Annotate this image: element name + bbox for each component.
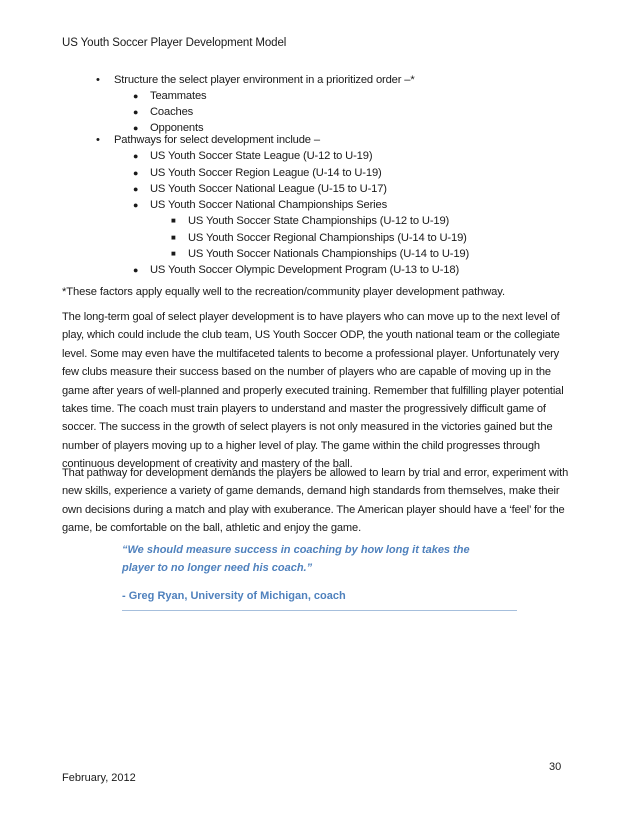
sub-list-item: ● US Youth Soccer National Championships Series [133,199,388,211]
footnote: *These factors apply equally well to the recreation/community player development pathway. [62,286,505,298]
list-item: • Structure the select player environment in a prioritized order –* [96,74,415,86]
sub-list-item: ● Teammates [133,90,207,102]
running-header: US Youth Soccer Player Development Model [62,37,287,49]
quote-divider [122,610,517,611]
sub-sub-list-item: ■ US Youth Soccer State Championships (U-12 to U-19) [171,215,450,227]
list-item: • Pathways for select development include – [96,134,320,146]
sub-list-item: ● US Youth Soccer Olympic Development Program (U-13 to U-18) [133,264,460,276]
bullet-dot-icon: ● [133,168,139,178]
bullet-dot-icon: ● [133,265,139,275]
sub-sub-list-item: ■ US Youth Soccer Regional Championships (U-14 to U-19) [171,232,467,244]
quote-attribution: - Greg Ryan, University of Michigan, coach [122,590,346,602]
bullet-dot-icon: ● [133,184,139,194]
footer-date: February, 2012 [62,772,136,784]
sub-list-item: ● US Youth Soccer National League (U-15 to U-17) [133,183,387,195]
bullet-dot-icon: ● [133,123,139,133]
sub-sub-list-item: ■ US Youth Soccer Nationals Championships (U-14 to U-19) [171,248,470,260]
bullet-dot-icon: • [96,134,100,146]
sub-list-item: ● US Youth Soccer State League (U-12 to U-19) [133,150,373,162]
bullet-dot-icon: ● [133,200,139,210]
bullet-dot-icon: ● [133,107,139,117]
bullet-dot-icon: ● [133,91,139,101]
square-bullet-icon: ■ [171,249,176,258]
square-bullet-icon: ■ [171,233,176,242]
bullet-dot-icon: ● [133,151,139,161]
bullet-dot-icon: • [96,74,100,86]
pull-quote: “We should measure success in coaching by how long it takes the player to no longer need his coach.” [122,544,470,574]
square-bullet-icon: ■ [171,216,176,225]
sub-list-item: ● US Youth Soccer Region League (U-14 to U-19) [133,167,382,179]
body-paragraph: The long-term goal of select player development is to have players who can move up to the next level of play, which could include the club team, US Youth Soccer ODP, the youth national team or the collegiate level. Some may even have the multifaceted talents to become a professional player. Unfortunately very few clubs measure their success based on the number of players who are capable of moving up in the game after years of well-planned and properly executed training. Remember that fulfilling player potential takes time. The coach must train players to understand and master the progressively difficult game of soccer. The success in the growth of select players is not only measured in the victories gained but the number of players moving up to a higher level of play. The game within the child progresses through continuous development of creativity and mastery of the ball. [62,311,564,471]
sub-list-item: ● Coaches [133,106,194,118]
body-paragraph: That pathway for development demands the players be allowed to learn by trial and error, experiment with new skills, experience a variety of game demands, demand high standards from themselves, make their own decisions during a match and play with exuberance. The American player should have a ‘feel’ for the game, be comfortable on the ball, athletic and enjoy the game. [62,467,569,535]
sub-list-item: ● Opponents [133,122,204,134]
page-number: 30 [549,761,562,773]
